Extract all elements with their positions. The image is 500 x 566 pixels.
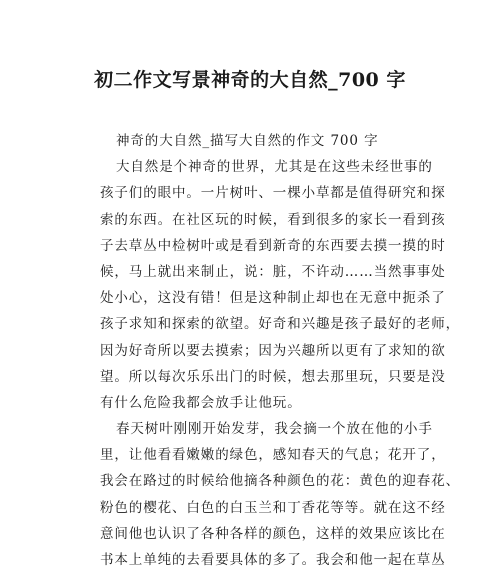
paragraph-line: 春天树叶刚刚开始发芽，我会摘一个放在他的小手 (116, 421, 433, 438)
paragraph-line: 有什么危险我都会放手让他玩。 (100, 394, 302, 411)
paragraph-line: 我会在路过的时候给他摘各种颜色的花：黄色的迎春花、 (100, 473, 460, 490)
paragraph-1 (100, 154, 460, 416)
paragraph-line: 意间他也认识了各种各样的颜色，这样的效果应该比在 (100, 525, 446, 542)
paragraph-line: 粉色的樱花、白色的白玉兰和丁香花等等。就在这不经 (100, 499, 446, 516)
paragraph-line: 因为好奇所以要去摸索；因为兴趣所以更有了求知的欲 (100, 342, 446, 359)
paragraph-line: 子去草丛中检树叶或是看到新奇的东西要去摸一摸的时 (100, 237, 446, 254)
paragraph-line: 大自然是个神奇的世界，尤其是在这些未经世事的 (116, 159, 433, 176)
paragraph-line: 孩子们的眼中。一片树叶、一棵小草都是值得研究和探 (100, 185, 446, 202)
document-title: 初二作文写景神奇的大自然_700 字 (94, 69, 406, 91)
document-subtitle: 神奇的大自然_描写大自然的作文 700 字 (116, 133, 379, 149)
paragraph-line: 望。所以每次乐乐出门的时候，想去那里玩，只要是没 (100, 368, 446, 385)
paragraph-line: 书本上单纯的去看要具体的多了。我会和他一起在草丛 (100, 552, 446, 566)
paragraph-line: 索的东西。在社区玩的时候，看到很多的家长一看到孩 (100, 211, 446, 228)
paragraph-line: 处小心，这没有错！但是这种制止却也在无意中扼杀了 (100, 290, 446, 307)
document-body (100, 128, 460, 566)
paragraph-line: 孩子求知和探索的欲望。好奇和兴趣是孩子最好的老师， (100, 316, 460, 333)
paragraph-2 (100, 416, 460, 566)
paragraph-line: 候，马上就出来制止，说：脏，不许动……当然事事处 (100, 263, 446, 280)
paragraph-line: 里，让他看看嫩嫩的绿色，感知春天的气息；花开了， (100, 447, 446, 464)
